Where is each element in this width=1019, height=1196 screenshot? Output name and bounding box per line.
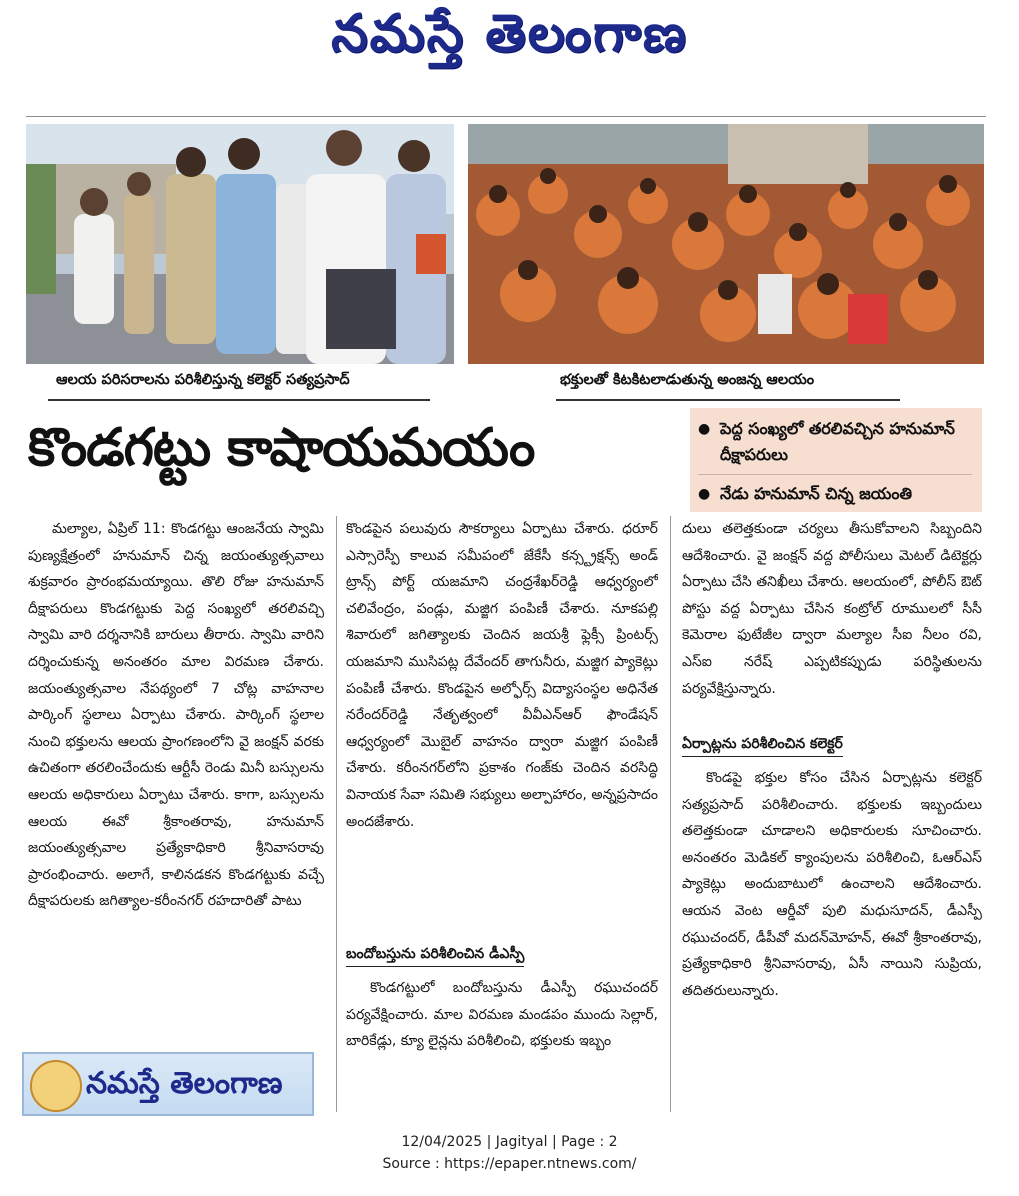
highlight-text: పెద్ద సంఖ్యలో తరలివచ్చిన హనుమాన్ దీక్షాపరులు: [720, 419, 955, 464]
deity-emblem-icon: [30, 1060, 82, 1112]
column-divider: [670, 516, 671, 1112]
subhead-collector: ఏర్పాట్లను పరిశీలించిన కలెక్టర్: [682, 732, 843, 757]
promo-logo: నమస్తే తెలంగాణ: [86, 1066, 283, 1101]
photo-collector-inspection: [26, 124, 454, 364]
bullet-icon: ●: [698, 421, 711, 437]
masthead-title: నమస్తే తెలంగాణ: [331, 4, 688, 64]
masthead-rule: [26, 116, 986, 117]
photo-devotee-crowd: [468, 124, 984, 364]
headline: కొండగట్టు కాషాయమయం: [28, 418, 535, 478]
promo-banner: [22, 1052, 314, 1116]
bullet-icon: ●: [698, 486, 711, 502]
highlight-text: నేడు హనుమాన్ చిన్న జయంతి: [720, 484, 912, 503]
caption-right: భక్తులతో కిటకిటలాడుతున్న అంజన్న ఆలయం: [560, 372, 815, 388]
article-column-2: [346, 516, 658, 1116]
footer-edition-info: 12/04/2025 | Jagityal | Page : 2: [401, 1134, 618, 1150]
footer-source: Source : https://epaper.ntnews.com/: [382, 1156, 637, 1172]
column-divider: [336, 516, 337, 1112]
article-paragraph: మల్యాల, ఏప్రిల్ 11: కొండగట్టు ఆంజనేయ స్వామి పుణ్యక్షేత్రంలో హనుమాన్ చిన్న జయంత్యుత్సవాలు శుక్రవారం ప్రారంభమయ్యాయి. తొలి రోజు హనుమాన్ దీక్షాపరులు కొండగట్టుకు పెద్ద సంఖ్యలో తరలివచ్చి స్వామి వారి దర్శనానికి బారులు తీరారు. స్వామి వారిని దర్శించుకున్న అనంతరం మాల విరమణ చేశారు. జయంత్యుత్సవాల నేపథ్యంలో 7 చోట్ల వాహనాల పార్కింగ్ స్థలాలు ఏర్పాటు చేశారు. పార్కింగ్ స్థలాల నుంచి భక్తులను ఆలయ ప్రాంగణంలోని వై జంక్షన్ వరకు ఉచితంగా తరలించేందుకు ఆర్టీసీ రెండు మినీ బస్సులను ఆలయ అధికారులు ఏర్పాటు చేశారు. కాగా, బస్సులను ఆలయ ఈవో శ్రీకాంతరావు, హనుమాన్ జయంత్యుత్సవాల ప్రత్యేకాధికారి శ్రీనివాసరావు ప్రారంభించారు. అలాగే, కాలినడకన కొండగట్టుకు వచ్చే దీక్షాపరులకు జగిత్యాల-కరీంనగర్ రహదారితో పాటు: [28, 521, 324, 910]
article-column-3: [682, 516, 982, 1116]
caption-left-underline: [48, 399, 430, 401]
article-paragraph: కొండపైన పలువురు సౌకర్యాలు ఏర్పాటు చేశారు. ధరూర్ ఎస్సారెస్పీ కాలువ సమీపంలో జేకేసీ కన్స్ట్రక్షన్స్ అండ్ ట్రాన్స్ పోర్ట్ యజమాని చంద్రశేఖర్‌రెడ్డి ఆధ్వర్యంలో చలివేంద్రం, పండ్లు, మజ్జిగ పంపిణీ చేశారు. నూకపల్లి శివారులో జగిత్యాలకు చెందిన జయశ్రీ ఫ్లెక్సీ ప్రింటర్స్ యజమాని ముసిపట్ల దేవేందర్ తాగునీరు, మజ్జిగ ప్యాకెట్లు పంపిణీ చేశారు. కొండపైన అల్ఫోర్స్ విద్యాసంస్థల అధినేత నరేందర్‌రెడ్డి నేతృత్వంలో వీవీఎన్ఆర్ ఫౌండేషన్ ఆధ్వర్యంలో మొబైల్ వాహనం ద్వారా మజ్జిగ పంపిణీ చేశారు. కరీంనగర్‌లోని ప్రకాశం గంజ్‌కు చెందిన వరసిద్ధి వినాయక సేవా సమితి సభ్యులు అల్పాహారం, అన్నప్రసాదం అందజేశారు.: [346, 521, 658, 830]
article-paragraph: కొండగట్టులో బందోబస్తును డీఎస్పీ రఘుచందర్ పర్యవేక్షించారు. మాల విరమణ మండపం ముందు సెల్లార్, బారికేడ్లు, క్యూ లైన్లను పరిశీలించి, భక్తులకు ఇబ్బం: [346, 980, 658, 1050]
article-paragraph: దులు తలెత్తకుండా చర్యలు తీసుకోవాలని సిబ్బందిని ఆదేశించారు. వై జంక్షన్ వద్ద పోలీసులు మెటల్ డిటెక్టర్లు ఏర్పాటు చేసి తనిఖీలు చేశారు. ఆలయంలో, పోలీస్ ఔట్ పోస్టు వద్ద ఏర్పాటు చేసిన కంట్రోల్ రూములలో సీసీ కెమెరాల ఫుటేజీల ద్వారా మల్యాల సీఐ నీలం రవి, ఎస్ఐ నరేష్ ఎప్పటికప్పుడు పరిస్థితులను పర్యవేక్షిస్తున్నారు.: [682, 521, 982, 697]
article-paragraph: కొండపై భక్తుల కోసం చేసిన ఏర్పాట్లను కలెక్టర్ సత్యప్రసాద్ పరిశీలించారు. భక్తులకు ఇబ్బందులు తలెత్తకుండా చూడాలని అధికారులకు సూచించారు. అనంతరం మెడికల్ క్యాంపులను పరిశీలించి, ఓఆర్ఎస్ ప్యాకెట్లు అందుబాటులో ఉంచాలని ఆదేశించారు. ఆయన వెంట ఆర్డీవో పులి మధుసూదన్, డీఎస్పీ రఘుచందర్, డీపీవో మదన్‌మోహన్, ఈవో శ్రీకాంతరావు, ప్రత్యేకాధికారి శ్రీనివాసరావు, ఏసీ నాయిని సుప్రియ, తదితరులున్నారు.: [682, 770, 982, 999]
highlights-box: [690, 408, 982, 512]
article-column-1: [28, 516, 324, 1046]
caption-left: ఆలయ పరిసరాలను పరిశీలిస్తున్న కలెక్టర్ సత్యప్రసాద్: [56, 372, 350, 388]
highlight-item: [698, 416, 972, 468]
highlight-item: [698, 481, 972, 507]
highlights-divider: [698, 474, 972, 475]
subhead-dsp: బందోబస్తును పరిశీలించిన డీఎస్పీ: [346, 942, 524, 967]
caption-right-underline: [556, 399, 900, 401]
